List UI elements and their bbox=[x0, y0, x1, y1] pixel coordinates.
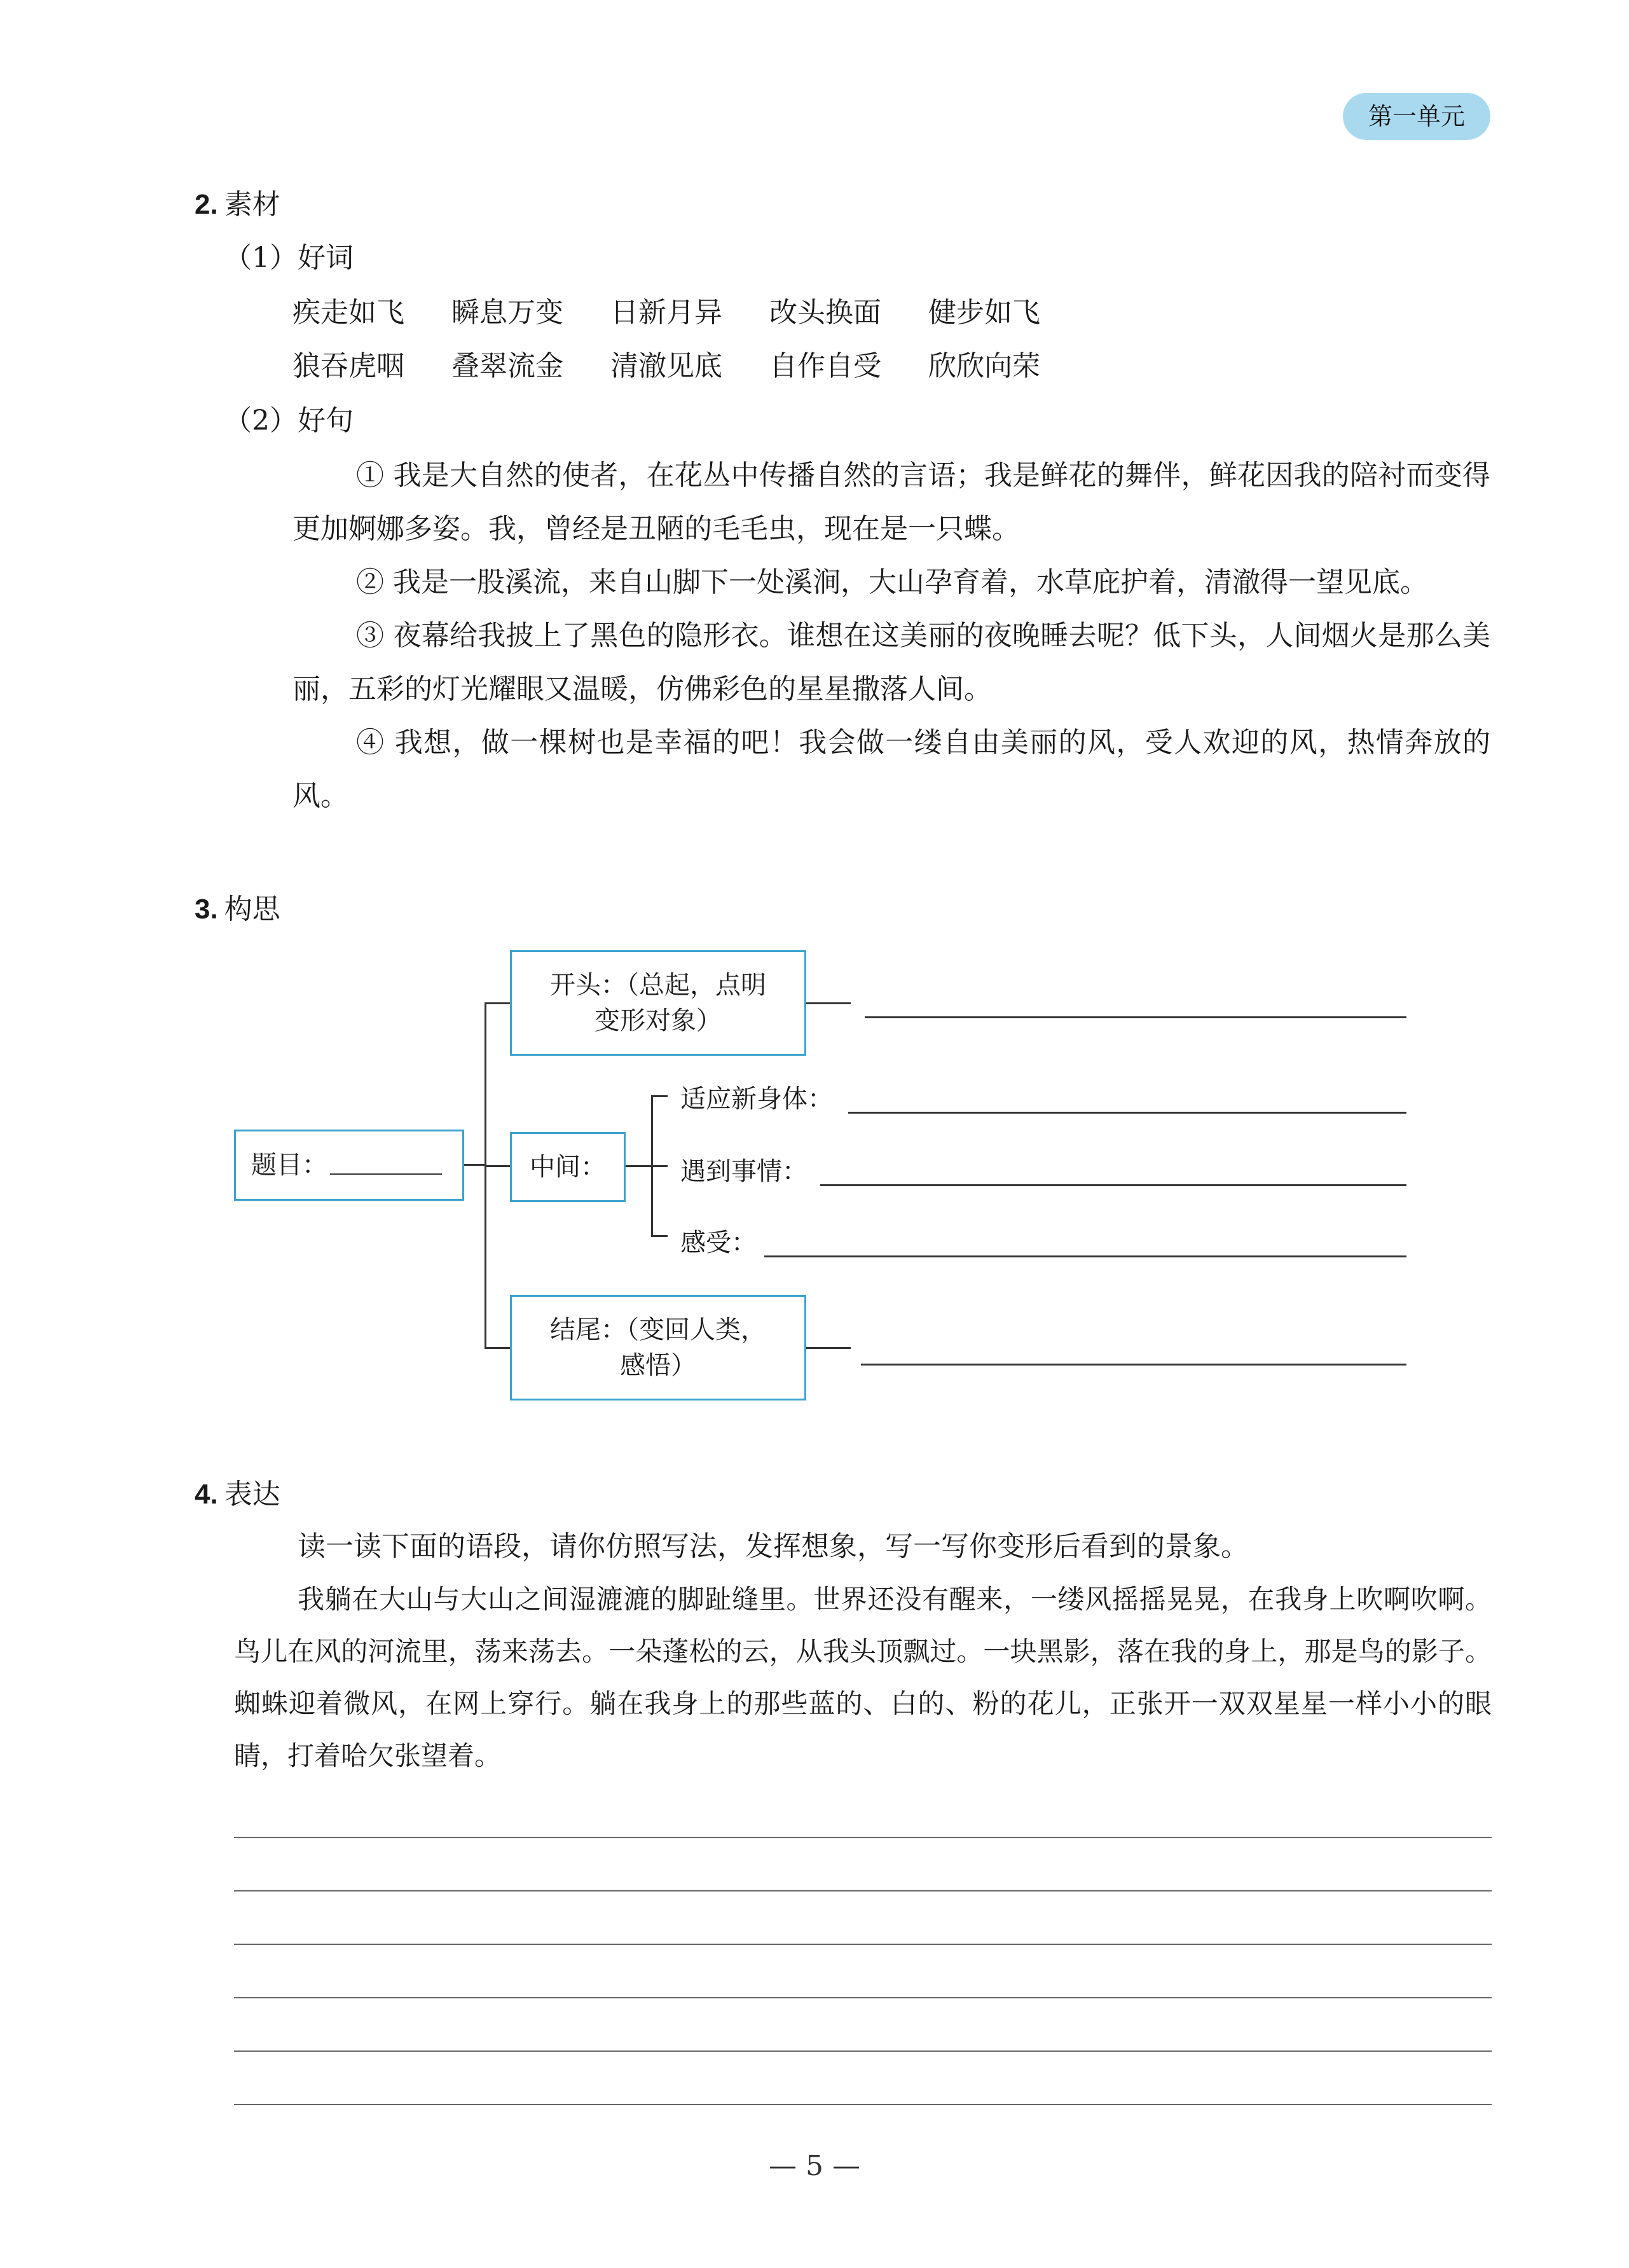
unit-badge: 第一单元 bbox=[1343, 93, 1490, 140]
middle-item-events: 遇到事情： bbox=[680, 1157, 808, 1186]
section-3-title bbox=[195, 890, 280, 929]
ending-line-1: 结尾：（变回人类， bbox=[550, 1315, 766, 1345]
opening-answer-line[interactable] bbox=[865, 1016, 1406, 1018]
section-title-text: 构思 bbox=[224, 893, 280, 925]
word: 日新月异 bbox=[610, 296, 722, 329]
sentence-item: ③ 夜幕给我披上了黑色的隐形衣。谁想在这美丽的夜晚睡去呢？低下头，人间烟火是那么美丽，五彩的灯光耀眼又温暖，仿佛彩色的星星撒落人间。 bbox=[292, 619, 1490, 705]
word: 改头换面 bbox=[769, 296, 881, 329]
sentence-item: ① 我是大自然的使者，在花丛中传播自然的言语；我是鲜花的舞伴，鲜花因我的陪衬而变得更加婀娜多姿。我，曾经是丑陋的毛毛虫，现在是一只蝶。 bbox=[292, 459, 1490, 545]
good-sentences bbox=[292, 449, 1490, 823]
good-words-row-1 bbox=[292, 294, 1087, 332]
section-title-text: 表达 bbox=[224, 1478, 280, 1511]
instruction-text: 读一读下面的语段，请你仿照写法，发挥想象，写一写你变形后看到的景象。 bbox=[298, 1530, 1249, 1563]
section-4-instruction bbox=[234, 1520, 1492, 1573]
connector bbox=[463, 1164, 486, 1166]
good-sentences-label: （2）好句 bbox=[224, 405, 354, 437]
writing-line[interactable] bbox=[234, 1890, 1492, 1891]
good-words-row-2 bbox=[292, 347, 1087, 385]
topic-label: 题目： bbox=[251, 1151, 327, 1180]
writing-line[interactable] bbox=[234, 2104, 1492, 2105]
events-answer-line[interactable] bbox=[820, 1184, 1406, 1186]
connector bbox=[651, 1165, 668, 1167]
writing-line[interactable] bbox=[234, 2050, 1492, 2052]
connector bbox=[651, 1235, 668, 1237]
topic-row bbox=[251, 1147, 442, 1183]
adapt-answer-line[interactable] bbox=[848, 1112, 1406, 1114]
word: 狼吞虎咽 bbox=[292, 350, 404, 382]
word: 自作自受 bbox=[769, 350, 881, 382]
connector bbox=[651, 1095, 668, 1097]
ending-box bbox=[510, 1295, 806, 1400]
opening-box bbox=[510, 950, 806, 1056]
connector bbox=[805, 1002, 851, 1004]
sentence-item: ④ 我想，做一棵树也是幸福的吧！我会做一缕自由美丽的风，受人欢迎的风，热情奔放的风。 bbox=[292, 726, 1490, 812]
writing-line[interactable] bbox=[234, 1997, 1492, 1998]
connector bbox=[485, 1002, 511, 1004]
writing-line[interactable] bbox=[234, 1944, 1492, 1945]
word: 瞬息万变 bbox=[451, 296, 563, 329]
section-number: 4. bbox=[195, 1479, 218, 1510]
word: 欣欣向荣 bbox=[928, 350, 1040, 382]
section-2-title bbox=[195, 186, 280, 224]
section-4-title bbox=[195, 1476, 280, 1514]
topic-box bbox=[234, 1130, 464, 1201]
connector bbox=[485, 1165, 511, 1167]
sample-passage bbox=[234, 1573, 1492, 1782]
word: 健步如飞 bbox=[928, 296, 1040, 329]
word: 清澈见底 bbox=[610, 350, 722, 382]
opening-line-1: 开头：（总起，点明 bbox=[550, 971, 766, 1000]
section-number: 2. bbox=[195, 189, 218, 220]
middle-label: 中间： bbox=[530, 1152, 606, 1182]
ending-answer-line[interactable] bbox=[861, 1364, 1406, 1366]
ending-line-2: 感悟） bbox=[620, 1351, 696, 1380]
feelings-answer-line[interactable] bbox=[764, 1255, 1406, 1257]
good-words-label: （1）好词 bbox=[224, 242, 354, 274]
writing-line[interactable] bbox=[234, 1837, 1492, 1838]
page-number: — 5 — bbox=[769, 2150, 860, 2182]
middle-item-adapt: 适应新身体： bbox=[680, 1084, 833, 1114]
section-title-text: 素材 bbox=[224, 188, 280, 221]
topic-blank[interactable] bbox=[330, 1173, 442, 1175]
opening-line-2: 变形对象） bbox=[595, 1006, 722, 1035]
sentence-item: ② 我是一股溪流，来自山脚下一处溪涧，大山孕育着，水草庇护着，清澈得一望见底。 bbox=[356, 566, 1428, 598]
passage-text: 我躺在大山与大山之间湿漉漉的脚趾缝里。世界还没有醒来，一缕风摇摇晃晃，在我身上吹啊吹啊。鸟儿在风的河流里，荡来荡去。一朵蓬松的云，从我头顶飘过。一块黑影，落在我的身上，那是鸟的影子。蜘蛛迎着微风，在网上穿行。躺在我身上的那些蓝的、白的、粉的花儿，正张开一双双星星一样小小的眼睛，打着哈欠张望着。 bbox=[234, 1584, 1492, 1771]
middle-box bbox=[510, 1132, 626, 1202]
connector bbox=[485, 1347, 511, 1349]
connector bbox=[805, 1347, 851, 1349]
connector bbox=[624, 1165, 652, 1167]
word: 叠翠流金 bbox=[451, 350, 563, 382]
section-number: 3. bbox=[195, 894, 218, 925]
middle-item-feelings: 感受： bbox=[680, 1228, 757, 1257]
connector bbox=[485, 1002, 486, 1348]
word: 疾走如飞 bbox=[292, 296, 404, 329]
